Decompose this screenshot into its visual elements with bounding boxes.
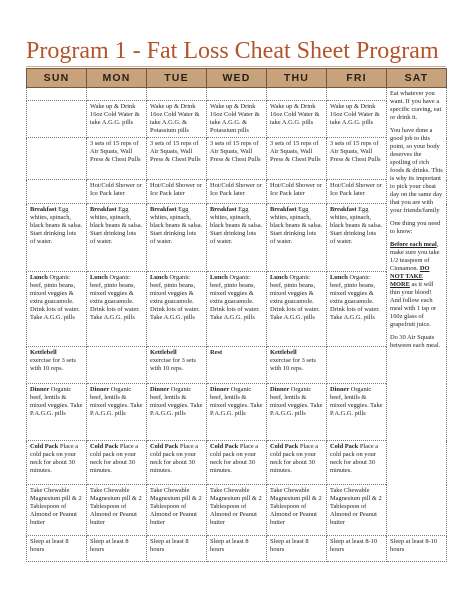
table-cell: Wake up & Drink 16oz Cold Water & take A.G.G. pills (267, 101, 327, 138)
table-cell (27, 101, 87, 138)
table-cell: Hot/Cold Shower or Ice Pack later (327, 180, 387, 204)
meal-item: Egg (118, 206, 129, 213)
exercise-text: exercise for 3 sets with 10 reps. (150, 357, 196, 372)
table-cell (327, 347, 387, 384)
meal-text: Organic beef, pinto beans, mixed veggies & extra guacamole. Drink lots of water. Take A.G.G. pills (270, 274, 320, 321)
rest-label: Rest (210, 349, 223, 356)
meal-text: Organic beef, pinto beans, mixed veggies & extra guacamole. Drink lots of water. Take A.G.G. pills (150, 274, 200, 321)
exercise-label: Kettlebell (30, 349, 57, 356)
day-header-sat: SAT (387, 69, 447, 88)
recovery-label: Cold Pack (270, 443, 299, 450)
meal-text: Organic beef, lentils & mixed veggies. Take P.A.G.G. pills (90, 386, 143, 417)
table-cell: 3 sets of 15 reps of Air Squats, Wall Press & Chest Pulls (207, 138, 267, 180)
table-cell (87, 272, 147, 347)
day-header-tue: TUE (147, 69, 207, 88)
recovery-text: Place a cold pack on your neck for about 30 minutes. (150, 443, 199, 474)
meal-label: Lunch (330, 274, 348, 281)
table-row (27, 536, 447, 562)
table-cell (267, 272, 327, 347)
meal-text: whites, spinach, black beans & salsa. Start drinking lots of water. (270, 214, 323, 245)
table-cell (27, 272, 87, 347)
exercise-text: exercise for 3 sets with 10 reps. (30, 357, 76, 372)
recovery-label: Cold Pack (150, 443, 179, 450)
recovery-text: Place a cold pack on your neck for about 30 minutes. (90, 443, 139, 474)
table-cell: Sleep at least 8-10 hours (327, 536, 387, 562)
day-header-sun: SUN (27, 69, 87, 88)
recovery-text: Place a cold pack on your neck for about 30 minutes. (270, 443, 319, 474)
meal-text: whites, spinach, black beans & salsa. Start drinking lots of water. (30, 214, 83, 245)
meal-label: Dinner (330, 386, 350, 393)
day-header-mon: MON (87, 69, 147, 88)
saturday-note: Do 30 Air Squats between each meal. (390, 334, 441, 349)
table-cell: Take Chewable Magnesium pill & 2 Tablespoon of Almond or Peanut butter (87, 485, 147, 536)
exercise-label: Kettlebell (150, 349, 177, 356)
saturday-note-emphasis: Before each meal (390, 241, 437, 248)
table-cell: Sleep at least 8 hours (207, 536, 267, 562)
saturday-note: You have done a good job to this point, so your body deserves the spoiling of rich foods & drinks. This is why its important to pick your cheat day on the same day that you are with your friends/family (390, 127, 443, 214)
table-cell (27, 88, 87, 101)
meal-text: whites, spinach, black beans & salsa. Start drinking lots of water. (210, 214, 263, 245)
table-cell (27, 180, 87, 204)
cheat-sheet-table (26, 68, 447, 562)
meal-label: Dinner (150, 386, 170, 393)
table-cell (327, 88, 387, 101)
table-row (27, 384, 447, 441)
recovery-label: Cold Pack (30, 443, 59, 450)
day-header-row (27, 69, 447, 88)
table-cell (87, 347, 147, 384)
table-cell (87, 384, 147, 441)
table-row (27, 347, 447, 384)
meal-label: Dinner (270, 386, 290, 393)
table-cell (27, 384, 87, 441)
meal-label: Breakfast (30, 206, 57, 213)
table-cell (327, 441, 387, 485)
table-cell: Wake up & Drink 16oz Cold Water & take A.G.G. & Potassium pills (207, 101, 267, 138)
table-row (27, 204, 447, 272)
meal-label: Dinner (210, 386, 230, 393)
saturday-note: One thing you need to know: (390, 220, 441, 235)
table-cell (267, 347, 327, 384)
exercise-text: exercise for 3 sets with 10 reps. (270, 357, 316, 372)
meal-label: Breakfast (210, 206, 237, 213)
recovery-text: Place a cold pack on your neck for about 30 minutes. (30, 443, 79, 474)
meal-item: Egg (238, 206, 249, 213)
table-cell: Take Chewable Magnesium pill & 2 Tablespoon of Almond or Peanut butter (207, 485, 267, 536)
meal-label: Dinner (30, 386, 50, 393)
meal-text: Organic beef, pinto beans, mixed veggies & extra guacamole. Drink lots of water. Take A.G.G. pills (330, 274, 380, 321)
table-row (27, 101, 447, 138)
table-cell: 3 sets of 15 reps of Air Squats, Wall Press & Chest Pulls (327, 138, 387, 180)
table-row (27, 138, 447, 180)
exercise-label: Kettlebell (270, 349, 297, 356)
saturday-note: Eat whatever you want. If you have a specific craving, eat or drink it. (390, 90, 442, 121)
table-cell: Sleep at least 8 hours (87, 536, 147, 562)
meal-label: Breakfast (270, 206, 297, 213)
table-cell (27, 138, 87, 180)
table-cell: Wake up & Drink 16oz Cold Water & take A.G.G. pills (87, 101, 147, 138)
table-cell (207, 384, 267, 441)
table-cell: 3 sets of 15 reps of Air Squats, Wall Press & Chest Pulls (147, 138, 207, 180)
table-row (27, 180, 447, 204)
saturday-cheat-day-notes (387, 88, 447, 536)
meal-text: whites, spinach, black beans & salsa. Start drinking lots of water. (150, 214, 203, 245)
meal-text: Organic beef, lentils & mixed veggies. Take P.A.G.G. pills (150, 386, 203, 417)
table-cell: Take Chewable Magnesium pill & 2 Tablespoon of Almond or Peanut butter (27, 485, 87, 536)
recovery-label: Cold Pack (90, 443, 119, 450)
meal-label: Lunch (210, 274, 228, 281)
table-cell (27, 347, 87, 384)
meal-label: Lunch (150, 274, 168, 281)
table-cell: Wake up & Drink 16oz Cold Water & take A.G.G. & Potassium pills (147, 101, 207, 138)
table-row (27, 88, 447, 101)
recovery-text: Place a cold pack on your neck for about 30 minutes. (330, 443, 379, 474)
table-row (27, 485, 447, 536)
meal-text: Organic beef, lentils & mixed veggies. Take P.A.G.G. pills (270, 386, 323, 417)
table-cell (327, 204, 387, 272)
table-cell: Hot/Cold Shower or Ice Pack later (87, 180, 147, 204)
table-cell (147, 88, 207, 101)
meal-text: Organic beef, lentils & mixed veggies. Take P.A.G.G. pills (210, 386, 263, 417)
meal-text: Organic beef, lentils & mixed veggies. Take P.A.G.G. pills (330, 386, 383, 417)
table-cell (87, 441, 147, 485)
meal-item: Egg (58, 206, 69, 213)
recovery-text: Place a cold pack on your neck for about 30 minutes. (210, 443, 259, 474)
table-cell: Hot/Cold Shower or Ice Pack later (207, 180, 267, 204)
day-header-wed: WED (207, 69, 267, 88)
table-cell: 3 sets of 15 reps of Air Squats, Wall Press & Chest Pulls (87, 138, 147, 180)
table-cell: Hot/Cold Shower or Ice Pack later (147, 180, 207, 204)
table-cell: Sleep at least 8 hours (267, 536, 327, 562)
table-cell (267, 88, 327, 101)
saturday-note-text: as it will thin your blood! And follow each meal with 1 tsp or 160z glass of grapefruit juice. (390, 281, 437, 328)
table-cell (147, 272, 207, 347)
recovery-label: Cold Pack (210, 443, 239, 450)
table-cell (87, 88, 147, 101)
meal-text: Organic beef, lentils & mixed veggies. Take P.A.G.G. pills (30, 386, 83, 417)
table-row (27, 272, 447, 347)
meal-text: whites, spinach, black beans & salsa. Start drinking lots of water. (90, 214, 143, 245)
table-cell: Hot/Cold Shower or Ice Pack later (267, 180, 327, 204)
table-cell: Wake up & Drink 16oz Cold Water & take A.G.G. pills (327, 101, 387, 138)
table-cell: Take Chewable Magnesium pill & 2 Tablespoon of Almond or Peanut butter (327, 485, 387, 536)
saturday-warning: DO NOT TAKE MORE (390, 265, 430, 288)
meal-label: Lunch (30, 274, 48, 281)
meal-label: Breakfast (330, 206, 357, 213)
table-cell: Sleep at least 8-10 hours (387, 536, 447, 562)
meal-label: Lunch (270, 274, 288, 281)
recovery-label: Cold Pack (330, 443, 359, 450)
table-cell: Sleep at least 8 hours (147, 536, 207, 562)
table-cell: Take Chewable Magnesium pill & 2 Tablespoon of Almond or Peanut butter (147, 485, 207, 536)
saturday-note (390, 241, 443, 329)
meal-label: Lunch (90, 274, 108, 281)
table-cell (87, 204, 147, 272)
meal-label: Dinner (90, 386, 110, 393)
table-cell: Take Chewable Magnesium pill & 2 Tablespoon of Almond or Peanut butter (267, 485, 327, 536)
table-cell (27, 204, 87, 272)
table-cell (27, 441, 87, 485)
table-cell (207, 204, 267, 272)
title-underline (26, 66, 446, 67)
table-cell (207, 441, 267, 485)
table-cell: 3 sets of 15 reps of Air Squats, Wall Press & Chest Pulls (267, 138, 327, 180)
table-cell (327, 384, 387, 441)
table-cell (207, 272, 267, 347)
meal-label: Breakfast (150, 206, 177, 213)
table-cell (147, 384, 207, 441)
table-cell (267, 204, 327, 272)
meal-label: Breakfast (90, 206, 117, 213)
table-cell (147, 441, 207, 485)
meal-text: Organic beef, pinto beans, mixed veggies & extra guacamole. Drink lots of water. Take A.G.G. pills (30, 274, 80, 321)
meal-text: Organic beef, pinto beans, mixed veggies & extra guacamole. Drink lots of water. Take A.G.G. pills (90, 274, 140, 321)
table-cell (147, 347, 207, 384)
meal-text: whites, spinach, black beans & salsa. Start drinking lots of water. (330, 214, 383, 245)
table-cell (207, 88, 267, 101)
day-header-thu: THU (267, 69, 327, 88)
table-cell (267, 384, 327, 441)
meal-text: Organic beef, pinto beans, mixed veggies & extra guacamole. Drink lots of water. Take A.G.G. pills (210, 274, 260, 321)
table-cell: Sleep at least 8 hours (27, 536, 87, 562)
table-cell (327, 272, 387, 347)
page-title: Program 1 - Fat Loss Cheat Sheet Program (26, 38, 439, 64)
meal-item: Egg (298, 206, 309, 213)
day-header-fri: FRI (327, 69, 387, 88)
table-cell (207, 347, 267, 384)
meal-item: Egg (358, 206, 369, 213)
meal-item: Egg (178, 206, 189, 213)
saturday-note-text: , make sure you take 1/2 teaspoon of Cinnamon. (390, 241, 440, 272)
table-row (27, 441, 447, 485)
table-cell (147, 204, 207, 272)
table-cell (267, 441, 327, 485)
